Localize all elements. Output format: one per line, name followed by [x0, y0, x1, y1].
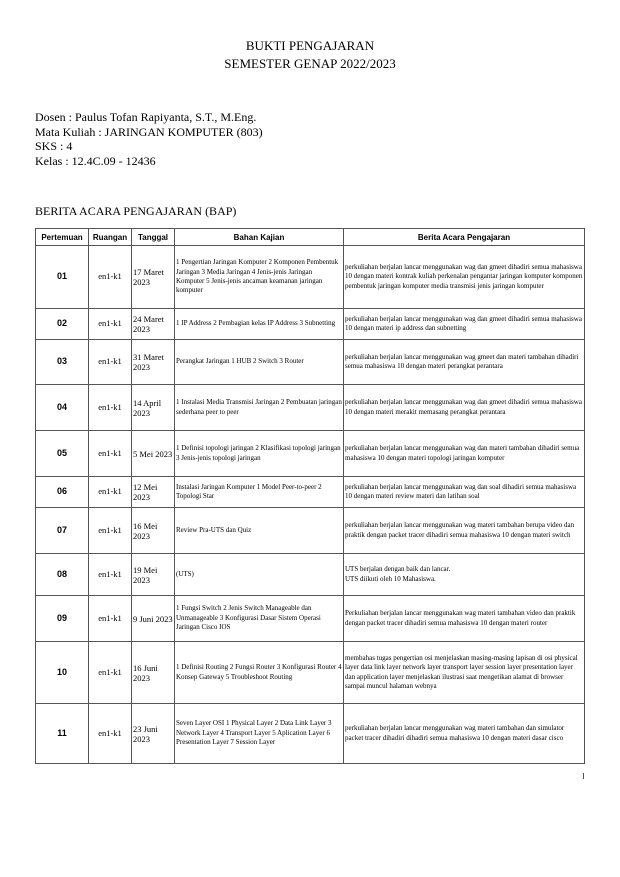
meeting-number: 09	[36, 596, 89, 642]
room-cell: en1-k1	[89, 596, 132, 642]
meeting-number: 03	[36, 340, 89, 385]
room-cell: en1-k1	[89, 385, 132, 431]
column-header-bahan-kajian: Bahan Kajian	[175, 229, 344, 246]
course-info	[35, 110, 263, 168]
room-cell: en1-k1	[89, 477, 132, 508]
bap-table-body	[36, 246, 585, 764]
meeting-number: 05	[36, 431, 89, 477]
date-cell: 23 Juni 2023	[132, 704, 175, 764]
bap-heading: BERITA ACARA PENGAJARAN (BAP)	[35, 204, 237, 218]
room-cell: en1-k1	[89, 508, 132, 554]
report-cell: perkuliahan berjalan lancar menggunakan wag dan soal dihadiri semua mahasiswa 10 dengan materi review materi dan latihan soal	[344, 477, 585, 508]
topic-cell: 1 IP Address 2 Pembagian kelas IP Address 3 Subnetting	[175, 309, 344, 340]
date-cell: 5 Mei 2023	[132, 431, 175, 477]
room-cell: en1-k1	[89, 704, 132, 764]
class-line: Kelas : 12.4C.09 - 12436	[35, 153, 156, 168]
report-cell: perkuliahan berjalan lancar menggunakan wag dan gmeet dihadiri semua mahasiswa 10 dengan materi merakit memasang perangkat perantara	[344, 385, 585, 431]
date-cell: 14 April 2023	[132, 385, 175, 431]
date-cell: 16 Mei 2023	[132, 508, 175, 554]
column-header-pertemuan: Pertemuan	[36, 229, 89, 246]
topic-cell: Review Pra-UTS dan Quiz	[175, 508, 344, 554]
table-row	[36, 309, 585, 340]
table-row	[36, 554, 585, 596]
column-header-berita-acara: Berita Acara Pengajaran	[344, 229, 585, 246]
room-cell: en1-k1	[89, 431, 132, 477]
table-continuation-rule	[583, 773, 584, 779]
table-row	[36, 596, 585, 642]
room-cell: en1-k1	[89, 309, 132, 340]
report-cell: UTS berjalan dengan baik dan lancar. UTS diikuti oleh 10 Mahasiswa.	[344, 554, 585, 596]
meeting-number: 07	[36, 508, 89, 554]
date-cell: 31 Maret 2023	[132, 340, 175, 385]
topic-cell: 1 Pengertian Jaringan Komputer 2 Komponen Pembentuk Jaringan 3 Media Jaringan 4 Jenis-jenis Jaringan Komputer 5 Jenis-jenis ancaman keamanan jaringan komputer	[175, 246, 344, 309]
date-cell: 12 Mei 2023	[132, 477, 175, 508]
meeting-number: 04	[36, 385, 89, 431]
topic-cell: 1 Fungsi Switch 2 Jenis Switch Manageable dan Unmanageable 3 Konfigurasi Dasar Sistem Operasi Jaringan Cisco IOS	[175, 596, 344, 642]
table-row	[36, 385, 585, 431]
table-header-row	[36, 229, 585, 246]
topic-cell: 1 Definisi Routing 2 Fungsi Router 3 Konfigurasi Router 4 Konsep Gateway 5 Troubleshoot Routing	[175, 642, 344, 704]
report-cell: membahas tugas pengertian osi menjelaskan masing-masing lapisan di osi physical layer data link layer network layer transport layer session layer presentation layer dan application layer menjelaskan ilustrasi saat mengetikan alamat di browser sampai muncul halaman webnya	[344, 642, 585, 704]
report-cell: perkuliahan berjalan lancar menggunakan wag dan materi tambahan dihadiri semua mahasiswa 10 dengan materi topologi jaringan komputer	[344, 431, 585, 477]
date-cell: 9 Juni 2023	[132, 596, 175, 642]
report-cell: perkuliahan berjalan lancar menggunakan wag gmeet dan materi tambahan dihadiri semua mahasiswa 10 dengan materi perangkat perantara	[344, 340, 585, 385]
bap-table	[35, 228, 585, 764]
report-cell: Perkuliahan berjalan lancar menggunakan wag materi tambahan video dan praktik dengan packet tracer dihadiri semua mahasiswa 10 dengan materi router	[344, 596, 585, 642]
column-header-tanggal: Tanggal	[132, 229, 175, 246]
report-cell: perkuliahan berjalan lancar menggunakan wag dan gmeet dihadiri semua mahasiswa 10 dengan materi ip address dan subnetting	[344, 309, 585, 340]
date-cell: 17 Maret 2023	[132, 246, 175, 309]
document-title: BUKTI PENGAJARAN	[245, 38, 375, 53]
column-header-ruangan: Ruangan	[89, 229, 132, 246]
room-cell: en1-k1	[89, 554, 132, 596]
meeting-number: 11	[36, 704, 89, 764]
table-row	[36, 431, 585, 477]
lecturer-line: Dosen : Paulus Tofan Rapiyanta, S.T., M.Eng.	[35, 110, 257, 124]
table-row	[36, 246, 585, 309]
room-cell: en1-k1	[89, 340, 132, 385]
meeting-number: 06	[36, 477, 89, 508]
credits-line: SKS : 4	[35, 139, 73, 153]
table-row	[36, 704, 585, 764]
report-cell: perkuliahan berjalan lancar menggunakan wag materi tambahan berupa video dan praktik dengan packet tracer dihadiri semua mahasiswa 10 dengan materi switch	[344, 508, 585, 554]
document-subtitle: SEMESTER GENAP 2022/2023	[224, 56, 396, 71]
topic-cell: Perangkat Jaringan 1 HUB 2 Switch 3 Router	[175, 340, 344, 385]
meeting-number: 01	[36, 246, 89, 309]
topic-cell: (UTS)	[175, 554, 344, 596]
date-cell: 24 Maret 2023	[132, 309, 175, 340]
topic-cell: 1 Instalasi Media Transmisi Jaringan 2 Pembuatan jaringan sederhana peer to peer	[175, 385, 344, 431]
date-cell: 19 Mei 2023	[132, 554, 175, 596]
topic-cell: Instalasi Jaringan Komputer 1 Model Peer-to-peer 2 Topologi Star	[175, 477, 344, 508]
table-row	[36, 642, 585, 704]
table-row	[36, 508, 585, 554]
topic-cell: 1 Definisi topologi jaringan 2 Klasifikasi topologi jaringan 3 Jenis-jenis topologi jaringan	[175, 431, 344, 477]
room-cell: en1-k1	[89, 642, 132, 704]
report-cell: perkuliahan berjalan lancar menggunakan wag dan gmeet dihadiri semua mahasiswa 10 dengan materi kontrak kuliah perkenalan pengantar jaringan komputer komponen pembentuk jaringan komputer media transmisi jenis jaringan komputer	[344, 246, 585, 309]
date-cell: 16 Juni 2023	[132, 642, 175, 704]
course-line: Mata Kuliah : JARINGAN KOMPUTER (803)	[35, 124, 263, 139]
meeting-number: 10	[36, 642, 89, 704]
topic-cell: Seven Layer OSI 1 Physical Layer 2 Data Link Layer 3 Network Layer 4 Transport Layer 5 Aplication Layer 6 Presentation Layer 7 Session Layer	[175, 704, 344, 764]
meeting-number: 02	[36, 309, 89, 340]
table-row	[36, 477, 585, 508]
meeting-number: 08	[36, 554, 89, 596]
report-cell: perkuliahan berjalan lancar menggunakan wag materi tambahan dan simulator packet tracer dihadiri dihadiri semua mahasiswa 10 dengan materi dasar cisco	[344, 704, 585, 764]
table-row	[36, 340, 585, 385]
room-cell: en1-k1	[89, 246, 132, 309]
